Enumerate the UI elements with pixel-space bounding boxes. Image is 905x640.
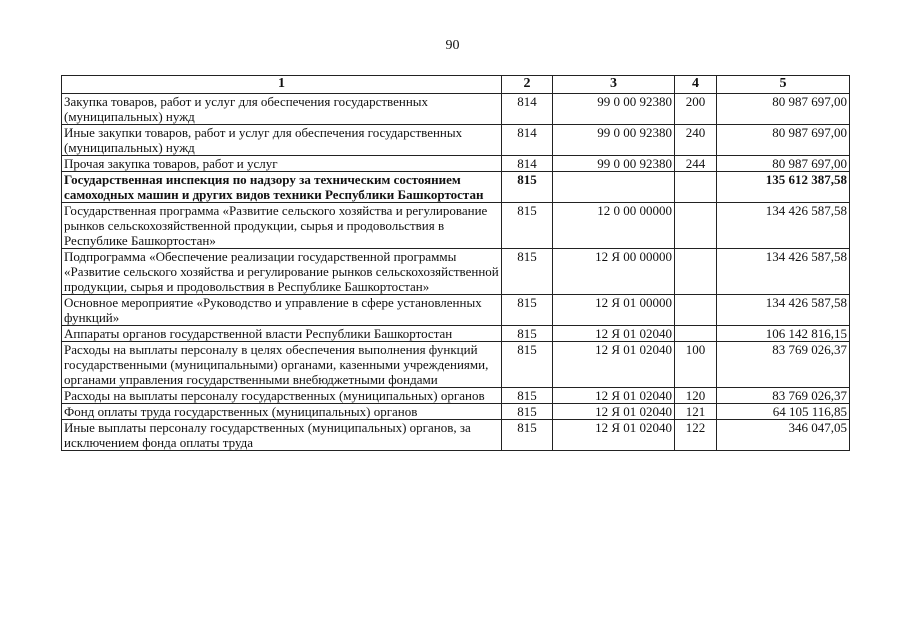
row-name: Прочая закупка товаров, работ и услуг bbox=[62, 156, 502, 172]
row-name: Государственная инспекция по надзору за техническим состоянием самоходных машин и других видов техники Республики Башкортостан bbox=[62, 172, 502, 203]
table-row bbox=[62, 326, 850, 342]
header-ministry: 2 bbox=[502, 76, 553, 94]
row-ministry-code: 815 bbox=[502, 420, 553, 451]
row-expense-type: 122 bbox=[675, 420, 717, 451]
row-ministry-code: 815 bbox=[502, 326, 553, 342]
row-article-code bbox=[553, 172, 675, 203]
row-name: Иные выплаты персоналу государственных (муниципальных) органов, за исключением фонда оплаты труда bbox=[62, 420, 502, 451]
row-article-code: 12 Я 00 00000 bbox=[553, 249, 675, 295]
budget-table bbox=[61, 75, 850, 451]
row-article-code: 12 Я 01 02040 bbox=[553, 420, 675, 451]
row-ministry-code: 815 bbox=[502, 172, 553, 203]
row-ministry-code: 815 bbox=[502, 342, 553, 388]
table-row bbox=[62, 342, 850, 388]
row-amount: 83 769 026,37 bbox=[717, 342, 850, 388]
row-amount: 346 047,05 bbox=[717, 420, 850, 451]
header-amount: 5 bbox=[717, 76, 850, 94]
row-article-code: 12 Я 01 02040 bbox=[553, 342, 675, 388]
row-expense-type bbox=[675, 249, 717, 295]
row-expense-type: 240 bbox=[675, 125, 717, 156]
table-row bbox=[62, 295, 850, 326]
table-row bbox=[62, 172, 850, 203]
row-expense-type: 121 bbox=[675, 404, 717, 420]
row-expense-type bbox=[675, 295, 717, 326]
table-row bbox=[62, 404, 850, 420]
row-expense-type bbox=[675, 326, 717, 342]
row-amount: 80 987 697,00 bbox=[717, 94, 850, 125]
header-row bbox=[62, 76, 850, 94]
row-amount: 135 612 387,58 bbox=[717, 172, 850, 203]
table-row bbox=[62, 420, 850, 451]
row-amount: 106 142 816,15 bbox=[717, 326, 850, 342]
row-ministry-code: 815 bbox=[502, 249, 553, 295]
row-expense-type: 200 bbox=[675, 94, 717, 125]
row-name: Основное мероприятие «Руководство и управление в сфере установленных функций» bbox=[62, 295, 502, 326]
row-expense-type bbox=[675, 172, 717, 203]
table-row bbox=[62, 203, 850, 249]
row-ministry-code: 815 bbox=[502, 404, 553, 420]
header-type: 4 bbox=[675, 76, 717, 94]
row-article-code: 99 0 00 92380 bbox=[553, 94, 675, 125]
row-name: Закупка товаров, работ и услуг для обеспечения государственных (муниципальных) нужд bbox=[62, 94, 502, 125]
row-expense-type: 100 bbox=[675, 342, 717, 388]
table-row bbox=[62, 388, 850, 404]
row-name: Фонд оплаты труда государственных (муниципальных) органов bbox=[62, 404, 502, 420]
row-article-code: 99 0 00 92380 bbox=[553, 156, 675, 172]
row-article-code: 12 Я 01 02040 bbox=[553, 388, 675, 404]
row-name: Расходы на выплаты персоналу государственных (муниципальных) органов bbox=[62, 388, 502, 404]
row-amount: 83 769 026,37 bbox=[717, 388, 850, 404]
row-name: Подпрограмма «Обеспечение реализации государственной программы «Развитие сельского хозяйства и регулирование рынков сельскохозяйственной продукции, сырья и продовольствия в Республике Башкортостан» bbox=[62, 249, 502, 295]
table-row bbox=[62, 249, 850, 295]
row-article-code: 12 0 00 00000 bbox=[553, 203, 675, 249]
table-row bbox=[62, 125, 850, 156]
row-amount: 134 426 587,58 bbox=[717, 295, 850, 326]
row-ministry-code: 814 bbox=[502, 94, 553, 125]
row-name: Аппараты органов государственной власти Республики Башкортостан bbox=[62, 326, 502, 342]
row-amount: 134 426 587,58 bbox=[717, 203, 850, 249]
page-number: 90 bbox=[445, 38, 460, 53]
row-amount: 80 987 697,00 bbox=[717, 156, 850, 172]
row-name: Государственная программа «Развитие сельского хозяйства и регулирование рынков сельскохозяйственной продукции, сырья и продовольствия в Республике Башкортостан» bbox=[62, 203, 502, 249]
row-expense-type bbox=[675, 203, 717, 249]
row-ministry-code: 815 bbox=[502, 295, 553, 326]
row-article-code: 99 0 00 92380 bbox=[553, 125, 675, 156]
header-article: 3 bbox=[553, 76, 675, 94]
row-ministry-code: 815 bbox=[502, 203, 553, 249]
row-article-code: 12 Я 01 02040 bbox=[553, 326, 675, 342]
row-name: Иные закупки товаров, работ и услуг для обеспечения государственных (муниципальных) нужд bbox=[62, 125, 502, 156]
row-ministry-code: 815 bbox=[502, 388, 553, 404]
row-expense-type: 244 bbox=[675, 156, 717, 172]
table-row bbox=[62, 94, 850, 125]
header-name: 1 bbox=[62, 76, 502, 94]
row-ministry-code: 814 bbox=[502, 125, 553, 156]
row-ministry-code: 814 bbox=[502, 156, 553, 172]
row-amount: 64 105 116,85 bbox=[717, 404, 850, 420]
row-article-code: 12 Я 01 02040 bbox=[553, 404, 675, 420]
row-amount: 134 426 587,58 bbox=[717, 249, 850, 295]
row-expense-type: 120 bbox=[675, 388, 717, 404]
row-article-code: 12 Я 01 00000 bbox=[553, 295, 675, 326]
row-amount: 80 987 697,00 bbox=[717, 125, 850, 156]
table-row bbox=[62, 156, 850, 172]
row-name: Расходы на выплаты персоналу в целях обеспечения выполнения функций государственными (муниципальными) органами, казенными учреждениями, органами управления государственными внебюджетными фондами bbox=[62, 342, 502, 388]
